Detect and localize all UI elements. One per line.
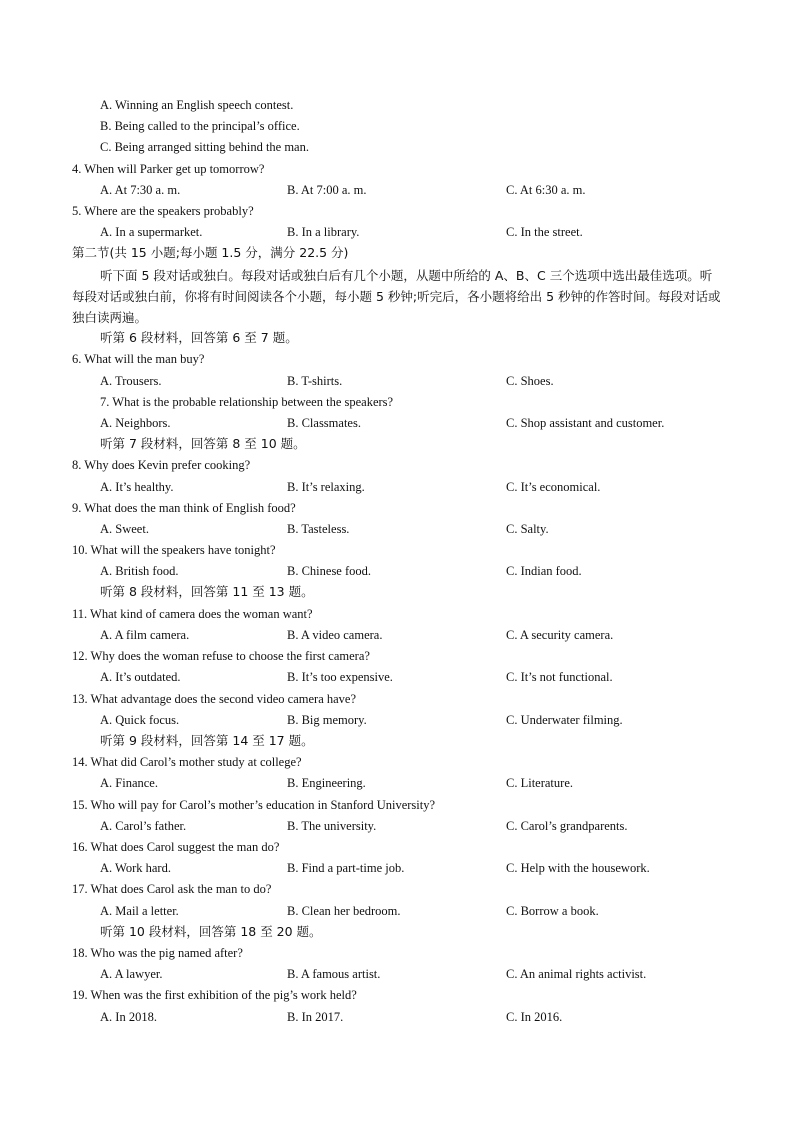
- q19-option-a: A. In 2018.: [100, 1010, 157, 1024]
- section-instructions: 听下面 5 段对话或独白。每段对话或独白后有几个小题，从题中所给的 A、B、C 三个选项中选出最佳选项。听每段对话或独白前，你将有时间阅读各个小题，每小题 5 秒钟;听完后，各小题将给出 5 秒钟的作答时间。每段对话或独白读两遍。: [72, 268, 721, 325]
- material-note: 听第 6 段材料，回答第 6 至 7 题。: [100, 330, 298, 345]
- q19-option-b: B. In 2017.: [287, 1010, 344, 1024]
- q14-option-c: C. Literature.: [506, 776, 573, 790]
- question-11: 11. What kind of camera does the woman want?: [72, 607, 313, 621]
- q9-option-a: A. Sweet.: [100, 522, 149, 536]
- q19-option-c: C. In 2016.: [506, 1010, 563, 1024]
- q12-option-b: B. It’s too expensive.: [287, 670, 393, 684]
- q18-option-c: C. An animal rights activist.: [506, 967, 647, 981]
- q8-option-a: A. It’s healthy.: [100, 480, 174, 494]
- q7-option-c: C. Shop assistant and customer.: [506, 416, 665, 430]
- option-b: B. Being called to the principal’s office.: [100, 119, 300, 133]
- q13-option-b: B. Big memory.: [287, 713, 367, 727]
- q6-option-b: B. T-shirts.: [287, 374, 343, 388]
- question-12: 12. Why does the woman refuse to choose the first camera?: [72, 649, 370, 663]
- q11-option-b: B. A video camera.: [287, 628, 383, 642]
- q5-option-c: C. In the street.: [506, 225, 583, 239]
- question-15: 15. Who will pay for Carol’s mother’s education in Stanford University?: [72, 798, 436, 812]
- question-6: 6. What will the man buy?: [72, 352, 205, 366]
- q16-option-a: A. Work hard.: [100, 861, 171, 875]
- section-heading: 第二节(共 15 小题;每小题 1.5 分，满分 22.5 分): [72, 245, 349, 260]
- question-14: 14. What did Carol’s mother study at college?: [72, 755, 302, 769]
- q6-option-a: A. Trousers.: [100, 374, 162, 388]
- material-note: 听第 9 段材料，回答第 14 至 17 题。: [100, 733, 314, 748]
- q6-option-c: C. Shoes.: [506, 374, 554, 388]
- q13-option-a: A. Quick focus.: [100, 713, 180, 727]
- q12-option-a: A. It’s outdated.: [100, 670, 181, 684]
- q10-option-c: C. Indian food.: [506, 564, 582, 578]
- q4-option-a: A. At 7:30 a. m.: [100, 183, 181, 197]
- q18-option-a: A. A lawyer.: [100, 967, 163, 981]
- q4-option-c: C. At 6:30 a. m.: [506, 183, 586, 197]
- q17-option-b: B. Clean her bedroom.: [287, 904, 401, 918]
- q18-option-b: B. A famous artist.: [287, 967, 381, 981]
- question-18: 18. Who was the pig named after?: [72, 946, 243, 960]
- question-13: 13. What advantage does the second video camera have?: [72, 692, 357, 706]
- q11-option-c: C. A security camera.: [506, 628, 614, 642]
- option-a: A. Winning an English speech contest.: [100, 98, 294, 112]
- q7-option-b: B. Classmates.: [287, 416, 361, 430]
- material-note: 听第 8 段材料，回答第 11 至 13 题。: [100, 584, 314, 599]
- q7-option-a: A. Neighbors.: [100, 416, 171, 430]
- question-16: 16. What does Carol suggest the man do?: [72, 840, 280, 854]
- option-c: C. Being arranged sitting behind the man.: [100, 140, 309, 154]
- question-9: 9. What does the man think of English food?: [72, 501, 296, 515]
- q5-option-b: B. In a library.: [287, 225, 360, 239]
- q14-option-a: A. Finance.: [100, 776, 158, 790]
- q15-option-b: B. The university.: [287, 819, 377, 833]
- question-10: 10. What will the speakers have tonight?: [72, 543, 276, 557]
- q17-option-a: A. Mail a letter.: [100, 904, 179, 918]
- q9-option-b: B. Tasteless.: [287, 522, 350, 536]
- q15-option-c: C. Carol’s grandparents.: [506, 819, 628, 833]
- question-8: 8. Why does Kevin prefer cooking?: [72, 458, 251, 472]
- q13-option-c: C. Underwater filming.: [506, 713, 623, 727]
- q11-option-a: A. A film camera.: [100, 628, 190, 642]
- question-4: 4. When will Parker get up tomorrow?: [72, 162, 265, 176]
- q8-option-c: C. It’s economical.: [506, 480, 601, 494]
- q10-option-b: B. Chinese food.: [287, 564, 372, 578]
- q12-option-c: C. It’s not functional.: [506, 670, 613, 684]
- question-19: 19. When was the first exhibition of the pig’s work held?: [72, 988, 357, 1002]
- question-17: 17. What does Carol ask the man to do?: [72, 882, 272, 896]
- material-note: 听第 7 段材料，回答第 8 至 10 题。: [100, 436, 306, 451]
- material-note: 听第 10 段材料，回答第 18 至 20 题。: [100, 924, 322, 939]
- q15-option-a: A. Carol’s father.: [100, 819, 187, 833]
- question-7: 7. What is the probable relationship between the speakers?: [100, 395, 394, 409]
- q16-option-b: B. Find a part-time job.: [287, 861, 405, 875]
- q5-option-a: A. In a supermarket.: [100, 225, 203, 239]
- q17-option-c: C. Borrow a book.: [506, 904, 599, 918]
- q10-option-a: A. British food.: [100, 564, 179, 578]
- q9-option-c: C. Salty.: [506, 522, 549, 536]
- q14-option-b: B. Engineering.: [287, 776, 366, 790]
- q4-option-b: B. At 7:00 a. m.: [287, 183, 367, 197]
- q16-option-c: C. Help with the housework.: [506, 861, 650, 875]
- question-5: 5. Where are the speakers probably?: [72, 204, 254, 218]
- q8-option-b: B. It’s relaxing.: [287, 480, 365, 494]
